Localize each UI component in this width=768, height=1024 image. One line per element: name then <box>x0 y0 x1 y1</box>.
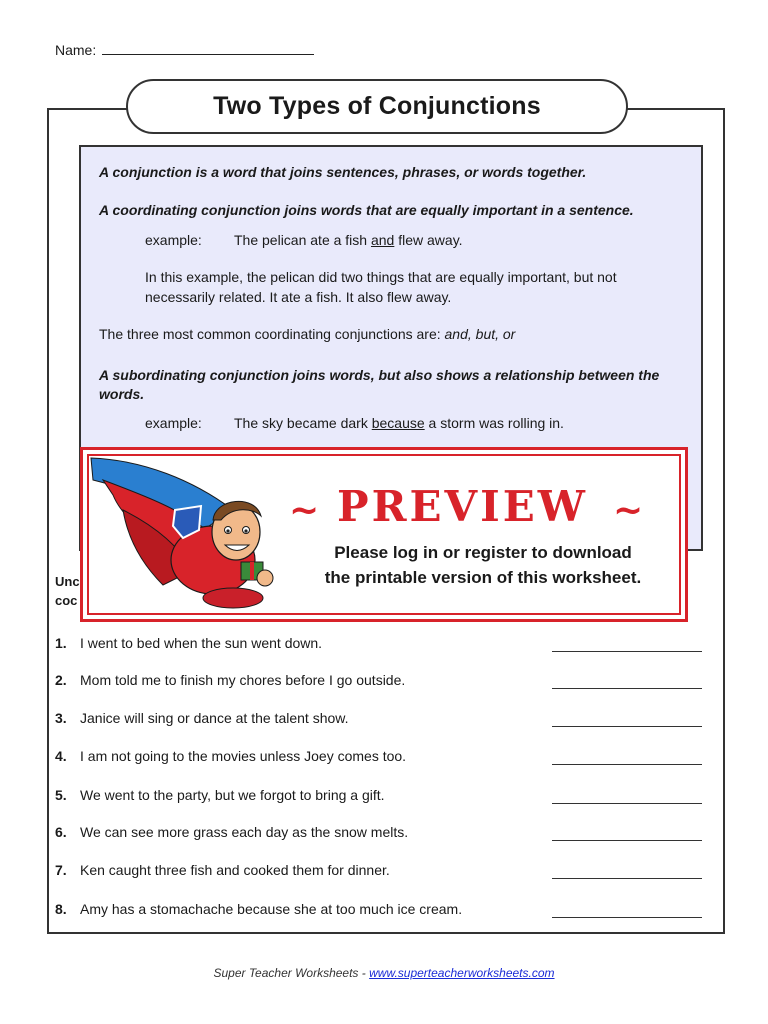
preview-banner[interactable] <box>80 447 688 622</box>
question-number: 3. <box>55 710 67 726</box>
directions-partial-2: coc <box>55 593 78 608</box>
question-number: 7. <box>55 862 67 878</box>
conjunction-definition: A conjunction is a word that joins sentences, phrases, or words together. <box>99 164 587 180</box>
subordinating-definition: A subordinating conjunction joins words, but also shows a relationship between the words. <box>99 367 660 402</box>
question-number: 4. <box>55 748 67 764</box>
answer-line-1[interactable] <box>552 650 702 652</box>
example-2-conjunction: because <box>371 415 425 431</box>
question-text: Janice will sing or dance at the talent show. <box>80 710 349 726</box>
example-1 <box>145 230 463 250</box>
footer-separator: - <box>358 966 370 980</box>
name-field-row <box>55 42 314 58</box>
question-number: 5. <box>55 787 67 803</box>
example-1-after: flew away. <box>394 232 463 248</box>
footer-brand: Super Teacher Worksheets <box>213 966 359 980</box>
question-1 <box>55 634 322 652</box>
preview-left-swash: ~ <box>289 490 320 531</box>
preview-right-swash: ~ <box>613 490 644 531</box>
preview-message-line-2: the printable version of this worksheet. <box>324 568 642 587</box>
coordinating-definition: A coordinating conjunction joins words that are equally important in a sentence. <box>99 202 634 218</box>
example-2-before: The sky became dark <box>234 415 372 431</box>
question-text: Ken caught three fish and cooked them for dinner. <box>80 862 390 878</box>
question-number: 8. <box>55 901 67 917</box>
directions-partial-1: Unc <box>55 574 80 589</box>
example-label: example: <box>145 232 202 248</box>
question-text: We can see more grass each day as the snow melts. <box>80 824 409 840</box>
question-text: Mom told me to finish my chores before I go outside. <box>80 672 406 688</box>
footer-website-link[interactable]: www.superteacherworksheets.com <box>369 966 555 980</box>
question-7 <box>55 861 390 879</box>
example-explanation: In this example, the pelican did two things that are equally important, but not necessarily related. It ate a fish. It also flew away. <box>145 269 617 305</box>
question-number: 1. <box>55 635 67 651</box>
question-number: 2. <box>55 672 67 688</box>
example-1-before: The pelican ate a fish <box>234 232 371 248</box>
example-2 <box>145 413 564 433</box>
question-4 <box>55 747 406 765</box>
answer-line-8[interactable] <box>552 916 702 918</box>
answer-line-7[interactable] <box>552 877 702 879</box>
answer-line-2[interactable] <box>552 687 702 689</box>
common-prefix: The three most common coordinating conjunctions are: <box>99 326 445 342</box>
answer-line-5[interactable] <box>552 802 702 804</box>
question-number: 6. <box>55 824 67 840</box>
example-1-conjunction: and <box>370 232 395 248</box>
preview-message-line-1: Please log in or register to download <box>334 543 632 562</box>
question-text: I am not going to the movies unless Joey comes too. <box>80 748 407 764</box>
page-footer <box>0 966 768 980</box>
example-label-2: example: <box>145 415 202 431</box>
name-label: Name: <box>55 42 97 58</box>
question-8 <box>55 900 462 918</box>
question-5 <box>55 786 385 804</box>
question-2 <box>55 671 405 689</box>
question-6 <box>55 823 408 841</box>
question-text: Amy has a stomachache because she at too much ice cream. <box>80 901 463 917</box>
worksheet-title: Two Types of Conjunctions <box>126 79 628 134</box>
answer-line-6[interactable] <box>552 839 702 841</box>
question-3 <box>55 709 349 727</box>
superhero-mascot-icon <box>83 450 303 620</box>
answer-line-3[interactable] <box>552 725 702 727</box>
common-list: and, but, or <box>444 326 516 342</box>
question-text: I went to bed when the sun went down. <box>80 635 323 651</box>
name-blank-line[interactable] <box>102 42 314 55</box>
common-conjunctions <box>99 325 689 344</box>
question-text: We went to the party, but we forgot to bring a gift. <box>80 787 385 803</box>
answer-line-4[interactable] <box>552 763 702 765</box>
example-2-after: a storm was rolling in. <box>424 415 564 431</box>
preview-title: PREVIEW <box>337 482 588 531</box>
